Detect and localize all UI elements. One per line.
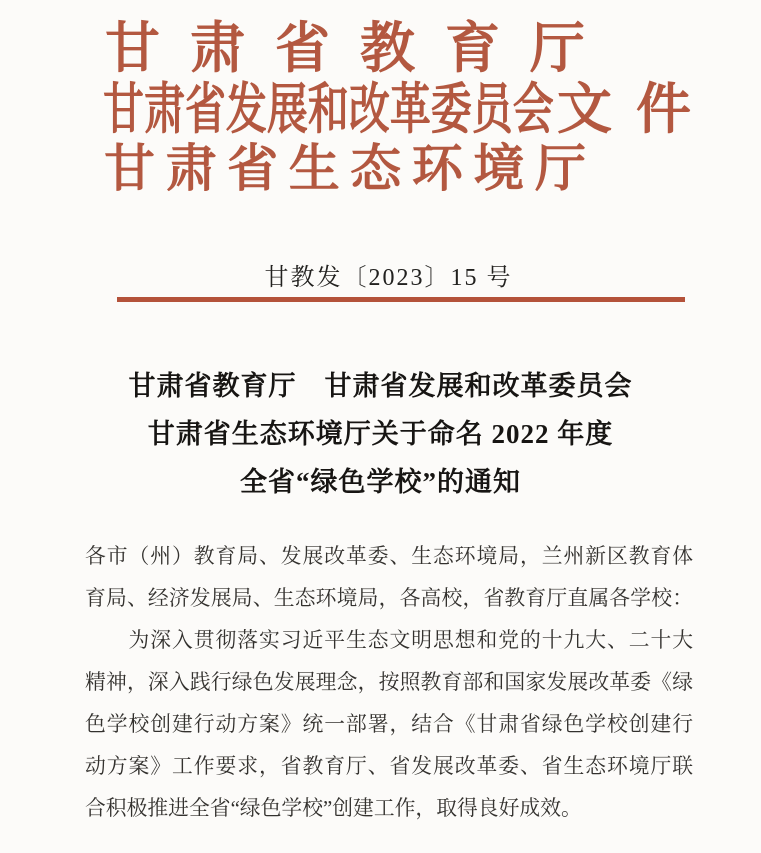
title-line-2: 甘肃省生态环境厅关于命名 2022 年度 [147, 419, 614, 449]
red-divider-line [117, 297, 685, 302]
body-line: 精神，深入践行绿色发展理念，按照教育部和国家发展改革委《绿 [85, 671, 693, 694]
letterhead [0, 0, 761, 201]
agency-name-text: 甘肃省发展和改革委员会 [103, 79, 554, 140]
addressee-line: 育局、经济发展局、生态环境局，各高校，省教育厅直属各学校： [85, 587, 693, 610]
document-reference-number: 甘教发〔2023〕15 号 [264, 265, 513, 291]
body-line: 色学校创建行动方案》统一部署，结合《甘肃省绿色学校创建行 [85, 713, 693, 736]
agency-name-development-reform-commission [103, 79, 691, 140]
addressee-line: 各市（州）教育局、发展改革委、生态环境局，兰州新区教育体 [85, 545, 693, 568]
title-line-3: 全省“绿色学校”的通知 [240, 467, 521, 497]
agency-name-ecology-environment-dept: 甘 肃 省 生 态 环 境 厅 [104, 142, 586, 198]
body-line: 动方案》工作要求，省教育厅、省发展改革委、省生态环境厅联 [85, 755, 693, 778]
body-line: 为深入贯彻落实习近平生态文明思想和党的十九大、二十大 [85, 629, 693, 652]
agency-name-education-dept: 甘 肃 省 教 育 厅 [105, 18, 585, 79]
body-line: 合积极推进全省“绿色学校”创建工作，取得良好成效。 [85, 797, 582, 820]
document-title [0, 362, 761, 506]
document-word-label: 文 件 [557, 79, 691, 140]
document-body [85, 536, 693, 830]
title-line-1: 甘肃省教育厅 甘肃省发展和改革委员会 [128, 371, 633, 401]
